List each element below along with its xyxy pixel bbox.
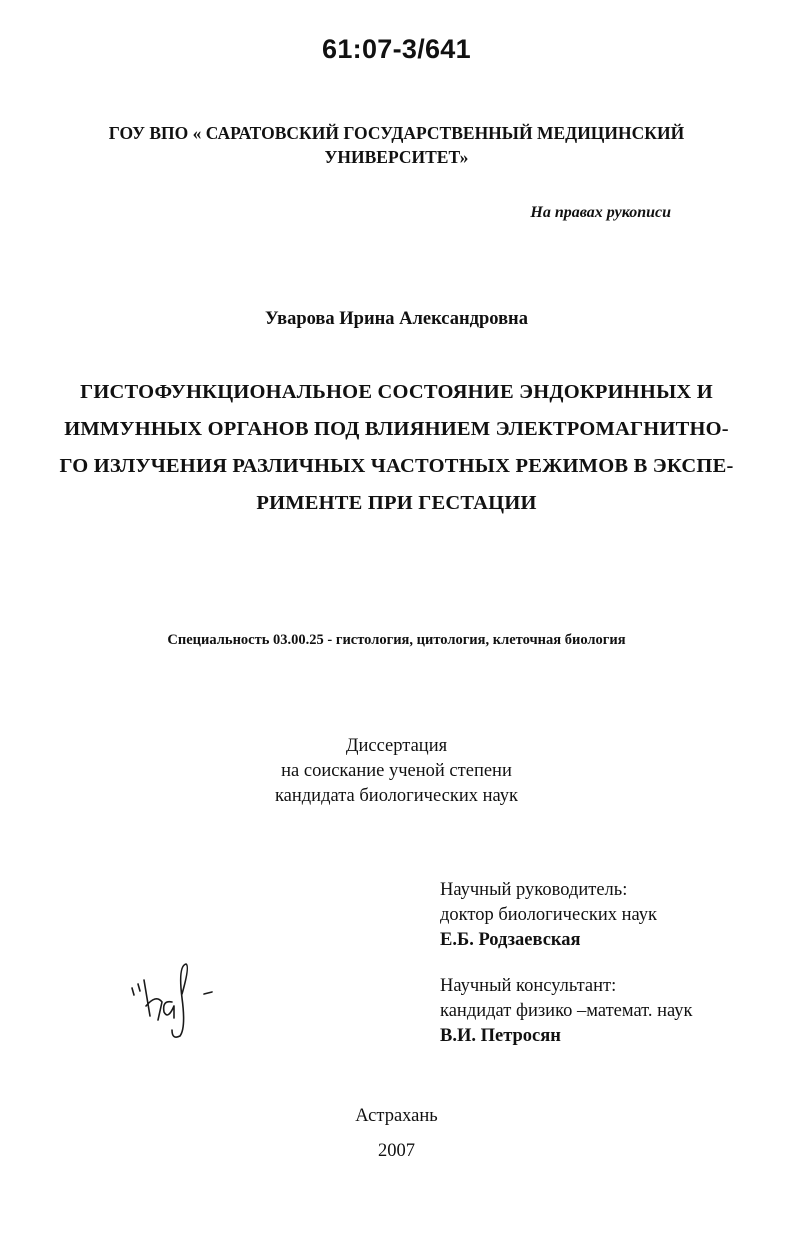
city: Астрахань [355, 1106, 438, 1126]
consultant-name: В.И. Петросян [440, 1026, 561, 1046]
institution-name [0, 121, 793, 169]
institution-line-1: ГОУ ВПО « САРАТОВСКИЙ ГОСУДАРСТВЕННЫЙ МЕДИЦИНСКИЙ [108, 123, 685, 143]
specialty-line: Специальность 03.00.25 - гистология, цитология, клеточная биология [167, 632, 626, 648]
supervisor-block [440, 878, 657, 953]
title-line: ИММУННЫХ ОРГАНОВ ПОД ВЛИЯНИЕМ ЭЛЕКТРОМАГНИТНО- [64, 418, 729, 440]
institution-line-2: УНИВЕРСИТЕТ» [324, 147, 469, 167]
dissertation-label: Диссертация [345, 736, 448, 756]
consultant-block [440, 974, 693, 1049]
consultant-degree: кандидат физико –математ. наук [440, 1001, 693, 1021]
manuscript-rights-note: На правах рукописи [530, 204, 671, 221]
document-code: 61:07-3/641 [322, 34, 471, 64]
year: 2007 [378, 1141, 415, 1161]
title-line: РИМЕНТЕ ПРИ ГЕСТАЦИИ [256, 492, 537, 514]
supervisor-degree: доктор биологических наук [440, 905, 658, 925]
title-line: ГО ИЗЛУЧЕНИЯ РАЗЛИЧНЫХ ЧАСТОТНЫХ РЕЖИМОВ В ЭКСПЕ- [59, 455, 734, 477]
signature-handwritten [128, 958, 223, 1043]
title-line: ГИСТОФУНКЦИОНАЛЬНОЕ СОСТОЯНИЕ ЭНДОКРИННЫХ И [80, 381, 713, 403]
author-name: Уварова Ирина Александровна [265, 309, 528, 329]
degree-name: кандидата биологических наук [274, 786, 519, 806]
supervisor-name: Е.Б. Родзаевская [440, 930, 581, 950]
degree-purpose: на соискание ученой степени [281, 761, 512, 781]
consultant-role: Научный консультант: [440, 976, 617, 996]
dissertation-title [0, 374, 793, 522]
dissertation-degree-block [0, 734, 793, 809]
supervisor-role: Научный руководитель: [440, 880, 628, 900]
